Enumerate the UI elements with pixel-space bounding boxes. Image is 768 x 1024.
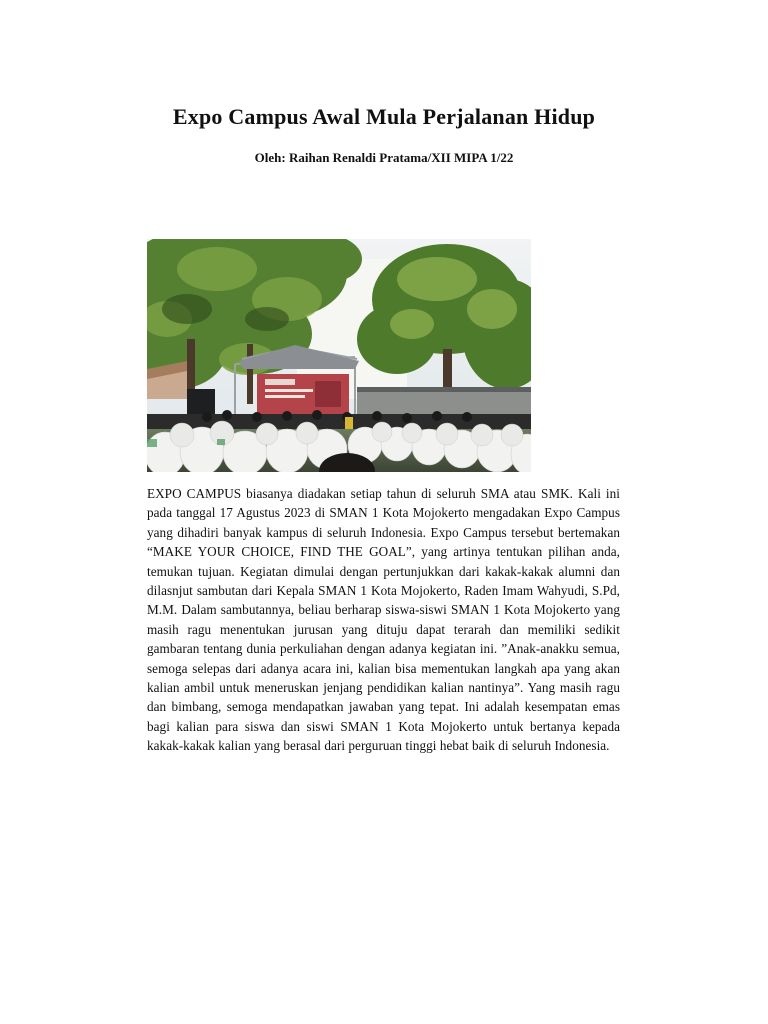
article-title: Expo Campus Awal Mula Perjalanan Hidup [172,104,596,129]
expo-stage-photo [147,239,531,472]
article-body: EXPO CAMPUS biasanya diadakan setiap tahun di seluruh SMA atau SMK. Kali ini pada tanggal 17 Agustus 2023 di SMAN 1 Kota Mojokerto mengadakan Expo Campus yang dihadiri banyak kampus di seluruh Indonesia. Expo Campus tersebut bertemakan “MAKE YOUR CHOICE, FIND THE GOAL”, yang artinya tentukan pilihan anda, temukan tujuan. Kegiatan dimulai dengan pertunjukkan dari kakak-kakak alumni dan dilasnjut sambutan dari Kepala SMAN 1 Kota Mojokerto, Raden Imam Wahyudi, S.Pd, M.M. Dalam sambutannya, beliau berharap siswa-siswi SMAN 1 Kota Mojokerto yang masih ragu menentukan jurusan yang dituju dapat terarah dan memiliki sedikit gambaran tentang dunia perkuliahan dengan adanya kegiatan ini. ”Anak-anakku semua, semoga selepas dari adanya acara ini, kalian bisa mementukan langkah apa yang akan kalian ambil untuk meneruskan jenjang pendidikan kalian nantinya”. Yang masih ragu dan bimbang, semoga mendapatkan jawaban yang tepat. Ini adalah kesempatan emas bagi kalian para siswa dan siswi SMAN 1 Kota Mojokerto untuk bertanya kepada kakak-kakak kalian yang berasal dari perguruan tinggi hebat baik di seluruh Indonesia. [147,486,620,754]
article-byline: Oleh: Raihan Renaldi Pratama/XII MIPA 1/22 [254,150,514,165]
